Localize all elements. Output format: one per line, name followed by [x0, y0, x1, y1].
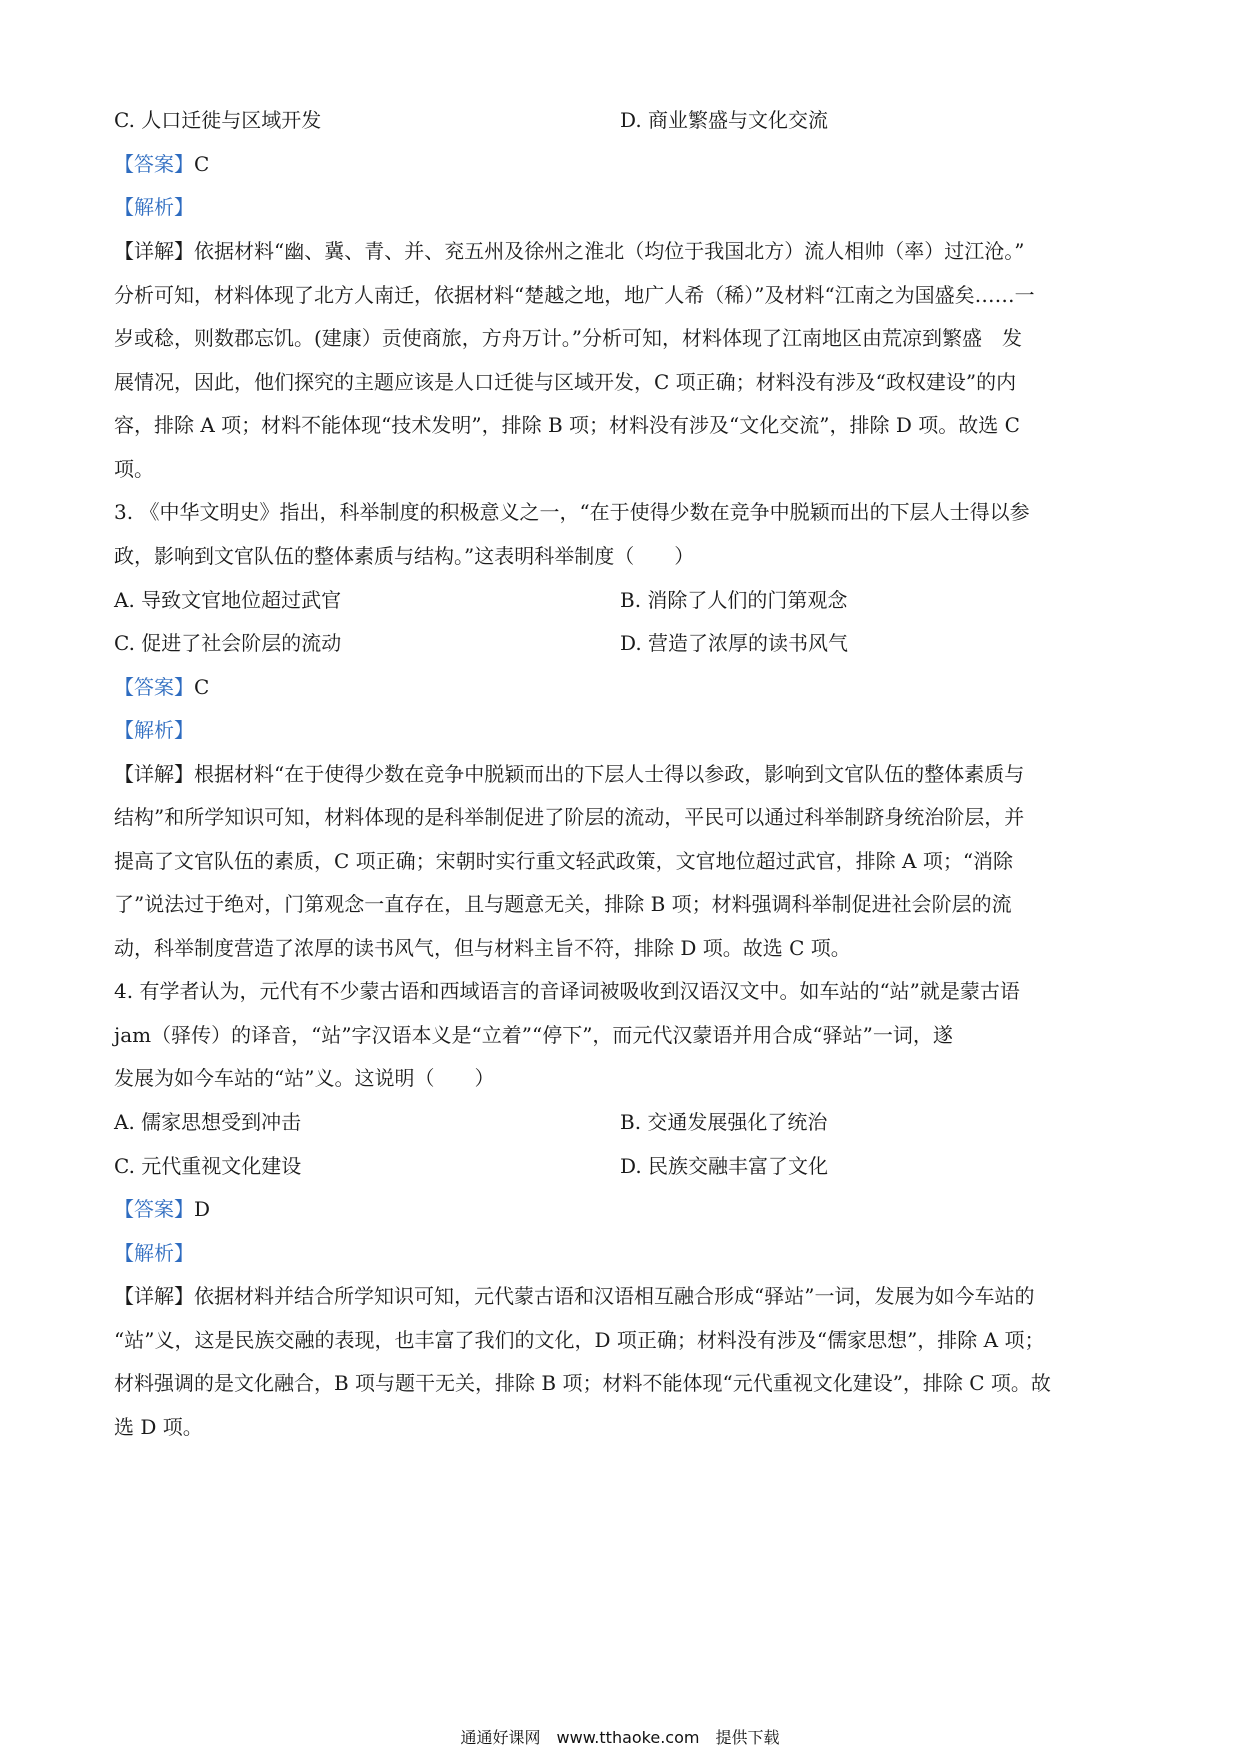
q4-detail-line: 【详解】依据材料并结合所学知识可知，元代蒙古语和汉语相互融合形成“驿站”一词，发展为如今车站的 [114, 1284, 1035, 1308]
q3-stem-line: 政，影响到文官队伍的整体素质与结构。”这表明科举制度（ ） [114, 544, 695, 568]
q2-detail-line: 展情况，因此，他们探究的主题应该是人口迁徙与区域开发，C 项正确；材料没有涉及“政权建设”的内 [114, 370, 1017, 394]
answer-value: C [194, 152, 210, 176]
q3-detail-line: 动，科举制度营造了浓厚的读书风气，但与材料主旨不符，排除 D 项。故选 C 项。 [114, 936, 851, 960]
answer-value: C [194, 675, 210, 699]
q4-detail-line: “站”义，这是民族交融的表现，也丰富了我们的文化，D 项正确；材料没有涉及“儒家思想”，排除 A 项； [114, 1328, 1045, 1352]
q3-analysis-tag: 【解析】 [114, 718, 194, 742]
page-footer: 通通好课网 www.tthaoke.com 提供下载 [460, 1728, 780, 1747]
q3-option-b: B. 消除了人们的门第观念 [620, 588, 848, 612]
answer-tag: 【答案】 [114, 1197, 194, 1221]
answer-tag: 【答案】 [114, 675, 194, 699]
q4-analysis-tag: 【解析】 [114, 1241, 194, 1265]
answer-tag: 【答案】 [114, 152, 194, 176]
q2-detail-line: 项。 [114, 457, 154, 481]
q4-stem-line: 发展为如今车站的“站”义。这说明（ ） [114, 1066, 495, 1090]
q3-detail-line: 了”说法过于绝对，门第观念一直存在，且与题意无关，排除 B 项；材料强调科举制促进社会阶层的流 [114, 892, 1012, 916]
q4-option-b: B. 交通发展强化了统治 [620, 1110, 828, 1134]
q3-detail-line: 【详解】根据材料“在于使得少数在竞争中脱颖而出的下层人士得以参政，影响到文官队伍的整体素质与 [114, 762, 1025, 786]
q4-option-a: A. 儒家思想受到冲击 [114, 1110, 302, 1134]
q2-detail-line: 分析可知，材料体现了北方人南迁，依据材料“楚越之地，地广人希（稀）”及材料“江南之为国盛矣……一 [114, 283, 1035, 307]
q3-option-d: D. 营造了浓厚的读书风气 [620, 631, 849, 655]
q4-option-d: D. 民族交融丰富了文化 [620, 1154, 829, 1178]
q4-answer [114, 1195, 1124, 1223]
q3-answer [114, 673, 1124, 701]
q2-detail-line: 岁或稔，则数郡忘饥。(建康）贡使商旅，方舟万计。”分析可知，材料体现了江南地区由荒凉到繁盛 发 [114, 326, 1023, 350]
q3-detail-line: 结构”和所学知识可知，材料体现的是科举制促进了阶层的流动，平民可以通过科举制跻身统治阶层，并 [114, 805, 1025, 829]
q2-analysis-tag: 【解析】 [114, 195, 194, 219]
q2-detail-line: 【详解】依据材料“幽、冀、青、并、兖五州及徐州之淮北（均位于我国北方）流人相帅（率）过江沧。” [114, 239, 1025, 263]
q4-stem-line: 4. 有学者认为，元代有不少蒙古语和西域语言的音译词被吸收到汉语汉文中。如车站的“站”就是蒙古语 [114, 979, 1020, 1003]
answer-value: D [194, 1197, 211, 1221]
q3-detail-line: 提高了文官队伍的素质，C 项正确；宋朝时实行重文轻武政策，文官地位超过武官，排除 A 项；“消除 [114, 849, 1014, 873]
q3-option-c: C. 促进了社会阶层的流动 [114, 631, 342, 655]
q4-detail-line: 选 D 项。 [114, 1415, 203, 1439]
q4-detail-line: 材料强调的是文化融合，B 项与题干无关，排除 B 项；材料不能体现“元代重视文化建设”，排除 C 项。故 [114, 1371, 1051, 1395]
q4-option-c: C. 元代重视文化建设 [114, 1154, 302, 1178]
q4-stem-line: jam（驿传）的译音，“站”字汉语本义是“立着”“停下”，而元代汉蒙语并用合成“驿站”一词，遂 [114, 1023, 953, 1047]
q2-detail-line: 容，排除 A 项；材料不能体现“技术发明”，排除 B 项；材料没有涉及“文化交流”，排除 D 项。故选 C [114, 413, 1020, 437]
q2-answer [114, 150, 1124, 178]
q3-option-a: A. 导致文官地位超过武官 [114, 588, 342, 612]
q2-option-c: C. 人口迁徙与区域开发 [114, 108, 322, 132]
q2-option-d: D. 商业繁盛与文化交流 [620, 108, 829, 132]
q3-stem-line: 3. 《中华文明史》指出，科举制度的积极意义之一，“在于使得少数在竞争中脱颖而出的下层人士得以参 [114, 500, 1030, 524]
